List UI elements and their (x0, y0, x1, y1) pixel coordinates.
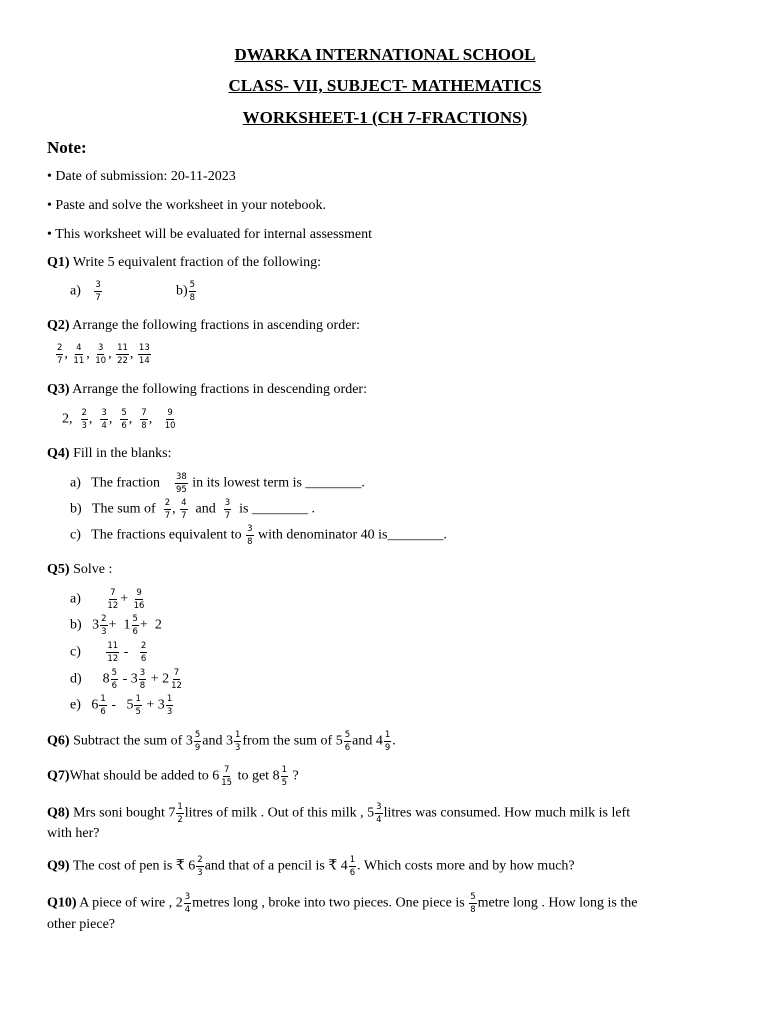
q9-fraction: $\frac{2}{3}$ (197, 855, 203, 878)
q5-fraction: $\frac{1}{5}$ (135, 694, 141, 717)
q10-fraction: $\frac{3}{4}$ (184, 892, 191, 915)
q6-fraction: $\frac{1}{9}$ (384, 730, 391, 753)
q1-b-label: b) (176, 283, 188, 299)
q5-fraction: $\frac{11}{12}$ (107, 641, 119, 664)
q5-line (47, 562, 112, 578)
q5-fraction: $\frac{1}{3}$ (166, 694, 173, 717)
class-subject: CLASS- VII, SUBJECT- MATHEMATICS (228, 76, 542, 95)
q5-c-label: c) (70, 644, 81, 660)
q5-e-label: e) (70, 697, 81, 713)
q4-c-fraction: $\frac{3}{8}$ (247, 524, 253, 547)
q3-fraction: $\frac{5}{6}$ (121, 408, 127, 431)
note-item-paste: • Paste and solve the worksheet in your notebook. (47, 198, 327, 213)
q5-fraction: $\frac{5}{6}$ (132, 614, 138, 637)
q2-number: Q2) (47, 318, 70, 333)
worksheet-title: WORKSHEET-1 (CH 7-FRACTIONS) (242, 108, 528, 127)
q4-line (47, 446, 171, 462)
note-item-date: • Date of submission: 20-11-2023 (47, 169, 236, 184)
q1-text: Write 5 equivalent fraction of the following: (72, 255, 322, 270)
q3-fractions: 2, $\frac{2}{3}$ , $\frac{3}{4}$ , $\frac{5}{6}$ , $\frac{7}{8}$ , $\frac{9}{10}$ (62, 408, 176, 431)
q9-number: Q9) (47, 858, 70, 874)
q10-fraction: $\frac{5}{8}$ (470, 892, 476, 915)
q6-text: Subtract the sum of 3 (73, 733, 193, 749)
q8-fraction: $\frac{3}{4}$ (376, 802, 382, 825)
q7-text: What should be added to 6 (69, 768, 220, 784)
q3-number: Q3) (47, 382, 70, 397)
q5-a: a) $\frac{7}{12}$ + $\frac{9}{16}$ (70, 588, 145, 611)
q9-line: Q9) The cost of pen is ₹ 6 $\frac{2}{3}$ and that of a pencil is ₹ 4 $\frac{1}{6}$ . Which costs more and by how much? (47, 855, 575, 878)
q7-number: Q7) (47, 768, 70, 784)
school-name: DWARKA INTERNATIONAL SCHOOL (234, 45, 536, 64)
q4-c-label: c) (70, 527, 81, 543)
q1-a-label: a) (70, 283, 81, 299)
q2-fraction: $\frac{3}{10}$ (95, 343, 107, 366)
q4-c (70, 524, 447, 547)
q4-b-label: b) (70, 501, 82, 517)
q5-fraction: $\frac{7}{12}$ (107, 588, 119, 611)
q8-line: Q8) Mrs soni bought 7 $\frac{1}{2}$ litres of milk . Out of this milk , 5 $\frac{3}{4}$ litres was consumed. How much milk is left (47, 802, 631, 825)
q1-line (47, 255, 321, 271)
q5-e: e) 6 $\frac{1}{6}$ - 5 $\frac{1}{5}$ + 3 $\frac{1}{3}$ (70, 694, 173, 717)
q1-a-fraction: $\frac{3}{7}$ (95, 280, 101, 303)
q4-c-text: The fractions equivalent to (91, 527, 242, 543)
q3-text: Arrange the following fractions in descending order: (72, 382, 367, 397)
q5-text: Solve : (73, 562, 113, 577)
q5-fraction: $\frac{2}{6}$ (140, 641, 147, 664)
q3-whole: 2, (62, 411, 73, 427)
q3-line (47, 382, 367, 398)
q10-text: A piece of wire , 2 (79, 895, 183, 911)
q5-fraction: $\frac{7}{12}$ (171, 668, 182, 691)
q9-fraction: $\frac{1}{6}$ (349, 855, 356, 878)
q9-text: The cost of pen is ₹ 6 (72, 858, 196, 874)
q4-b: b) The sum of $\frac{2}{7}$ , $\frac{4}{7}$ and $\frac{3}{7}$ is ________ . (70, 498, 316, 521)
q4-a-text-end: in its lowest term is ________. (192, 475, 365, 491)
q4-number: Q4) (47, 446, 70, 461)
note-label: Note: (47, 138, 87, 157)
q4-c-text-end: with denominator 40 is________. (258, 527, 448, 543)
q2-text: Arrange the following fractions in ascending order: (72, 318, 360, 333)
q1-b-fraction: $\frac{5}{8}$ (189, 280, 196, 303)
q6-number: Q6) (47, 733, 70, 749)
q4-b-fraction: $\frac{4}{7}$ (181, 498, 187, 521)
q10-line: Q10) A piece of wire , 2 $\frac{3}{4}$ metres long , broke into two pieces. One piece is $\frac{5}{8}$ metre long . How long is the (47, 892, 638, 915)
q8-fraction: $\frac{1}{2}$ (177, 802, 183, 825)
q4-b-text-end: is ________ . (239, 501, 316, 517)
q4-a-fraction: $\frac{38}{95}$ (175, 472, 187, 495)
q4-b-fraction: $\frac{3}{7}$ (224, 498, 231, 521)
q1-number: Q1) (47, 255, 70, 270)
q8-number: Q8) (47, 805, 70, 821)
q4-a-text: The fraction (91, 475, 160, 491)
q4-b-fraction: $\frac{2}{7}$ (164, 498, 171, 521)
q3-fraction: $\frac{3}{4}$ (101, 408, 107, 431)
q4-b-and: and (195, 501, 216, 517)
q8-text: Mrs soni bought 7 (73, 805, 176, 821)
q8-line2: with her? (47, 826, 100, 841)
q10-number: Q10) (47, 895, 77, 911)
q1-b (176, 280, 197, 303)
q4-a-label: a) (70, 475, 81, 491)
q5-b-label: b) (70, 617, 82, 633)
q3-fraction: $\frac{9}{10}$ (164, 408, 176, 431)
q6-fraction: $\frac{5}{9}$ (194, 730, 201, 753)
q4-text: Fill in the blanks: (73, 446, 172, 461)
q5-fraction: $\frac{1}{6}$ (100, 694, 106, 717)
q7-line: Q7)What should be added to 6 $\frac{7}{15}$ to get 8 $\frac{1}{5}$ ? (47, 765, 299, 788)
note-item-evaluated: • This worksheet will be evaluated for internal assessment (47, 227, 373, 242)
q2-fraction: $\frac{13}{14}$ (138, 343, 150, 366)
q3-fraction: $\frac{2}{3}$ (81, 408, 87, 431)
q2-line (47, 318, 360, 334)
q5-a-label: a) (70, 591, 81, 607)
q2-fraction: $\frac{2}{7}$ (57, 343, 63, 366)
q5-c: c) $\frac{11}{12}$ - $\frac{2}{6}$ (70, 641, 147, 664)
q6-line: Q6) Subtract the sum of 3 $\frac{5}{9}$ and 3 $\frac{1}{3}$ from the sum of 5 $\frac{5}{6}$ and 4 $\frac{1}{9}$ . (47, 730, 396, 753)
q7-fraction: $\frac{1}{5}$ (281, 765, 287, 788)
q2-fraction: $\frac{11}{22}$ (117, 343, 128, 366)
q5-fraction: $\frac{5}{6}$ (111, 668, 118, 691)
q5-d-label: d) (70, 671, 82, 687)
q7-fraction: $\frac{7}{15}$ (221, 765, 233, 788)
q5-number: Q5) (47, 562, 70, 577)
q4-b-text: The sum of (91, 501, 156, 517)
q5-fraction: $\frac{9}{16}$ (133, 588, 145, 611)
q5-fraction: $\frac{3}{8}$ (139, 668, 146, 691)
q6-fraction: $\frac{5}{6}$ (344, 730, 351, 753)
q5-fraction: $\frac{2}{3}$ (101, 614, 107, 637)
q5-d: d) 8 $\frac{5}{6}$ - 3 $\frac{3}{8}$ + 2 $\frac{7}{12}$ (70, 668, 182, 691)
q4-a (70, 472, 365, 495)
q2-fractions: $\frac{2}{7}$ , $\frac{4}{11}$ , $\frac{3}{10}$ , $\frac{11}{22}$ , $\frac{13}{14}$ (57, 343, 150, 366)
q6-fraction: $\frac{1}{3}$ (234, 730, 241, 753)
q1-a (70, 280, 103, 303)
q10-line2: other piece? (47, 917, 116, 932)
q3-fraction: $\frac{7}{8}$ (141, 408, 147, 431)
q2-fraction: $\frac{4}{11}$ (73, 343, 85, 366)
q5-b: b) 3 $\frac{2}{3}$ + 1 $\frac{5}{6}$ + 2 (70, 614, 162, 637)
